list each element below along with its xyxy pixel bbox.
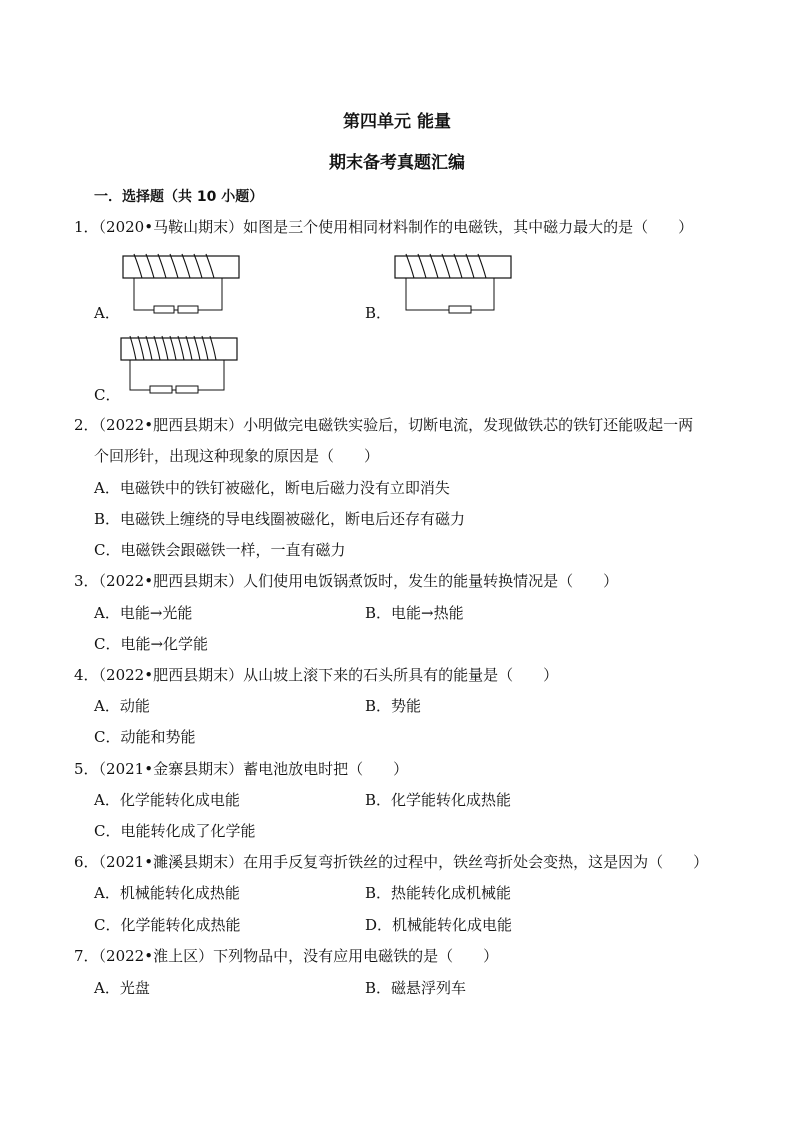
q3-option-a[interactable]: A．电能→光能 [94, 604, 193, 622]
question-6-stem: 6．（2021•濉溪县期末）在用手反复弯折铁丝的过程中，铁丝弯折处会变热，这是因为（ ） [74, 853, 709, 871]
question-2-stem: 2．（2022•肥西县期末）小明做完电磁铁实验后，切断电流，发现做铁芯的铁钉还能吸起一两 [74, 416, 694, 434]
q5-option-a[interactable]: A．化学能转化成电能 [94, 791, 240, 809]
q6-option-a[interactable]: A．机械能转化成热能 [94, 884, 240, 902]
q4-option-b[interactable]: B．势能 [365, 697, 422, 715]
q5-option-b[interactable]: B．化学能转化成热能 [365, 791, 512, 809]
q2-option-a[interactable]: A．电磁铁中的铁钉被磁化，断电后磁力没有立即消失 [94, 479, 450, 497]
page-subtitle: 期末备考真题汇编 [329, 153, 465, 173]
question-3-stem: 3．（2022•肥西县期末）人们使用电饭锅煮饭时，发生的能量转换情况是（ ） [74, 572, 619, 590]
q4-option-c[interactable]: C．动能和势能 [94, 728, 196, 746]
q6-option-b[interactable]: B．热能转化成机械能 [365, 884, 512, 902]
question-2-stem-cont: 个回形针，出现这种现象的原因是（ ） [94, 447, 380, 465]
q2-option-c[interactable]: C．电磁铁会跟磁铁一样，一直有磁力 [94, 541, 346, 559]
electromagnet-figure-a [122, 248, 242, 318]
question-7-stem: 7．（2022•淮上区）下列物品中，没有应用电磁铁的是（ ） [74, 947, 499, 965]
q5-option-c[interactable]: C．电能转化成了化学能 [94, 822, 256, 840]
q3-option-b[interactable]: B．电能→热能 [365, 604, 464, 622]
q4-option-a[interactable]: A．动能 [94, 697, 150, 715]
q2-option-b[interactable]: B．电磁铁上缠绕的导电线圈被磁化，断电后还存有磁力 [94, 510, 466, 528]
q3-option-c[interactable]: C．电能→化学能 [94, 635, 209, 653]
question-5-stem: 5．（2021•金寨县期末）蓄电池放电时把（ ） [74, 760, 409, 778]
electromagnet-figure-c [120, 328, 240, 398]
q7-option-a[interactable]: A．光盘 [94, 979, 150, 997]
page-title: 第四单元 能量 [343, 112, 451, 132]
question-4-stem: 4．（2022•肥西县期末）从山坡上滚下来的石头所具有的能量是（ ） [74, 666, 559, 684]
figure-b-label: B． [365, 304, 392, 322]
figure-c-label: C． [94, 386, 121, 404]
question-1-stem: 1．（2020•马鞍山期末）如图是三个使用相同材料制作的电磁铁，其中磁力最大的是（ ） [74, 218, 694, 236]
q7-option-b[interactable]: B．磁悬浮列车 [365, 979, 467, 997]
q6-option-d[interactable]: D．机械能转化成电能 [365, 916, 513, 934]
figure-a-label: A． [94, 304, 120, 322]
electromagnet-figure-b [394, 248, 514, 318]
q6-option-c[interactable]: C．化学能转化成热能 [94, 916, 241, 934]
section-heading: 一．选择题（共 10 小题） [94, 189, 264, 205]
